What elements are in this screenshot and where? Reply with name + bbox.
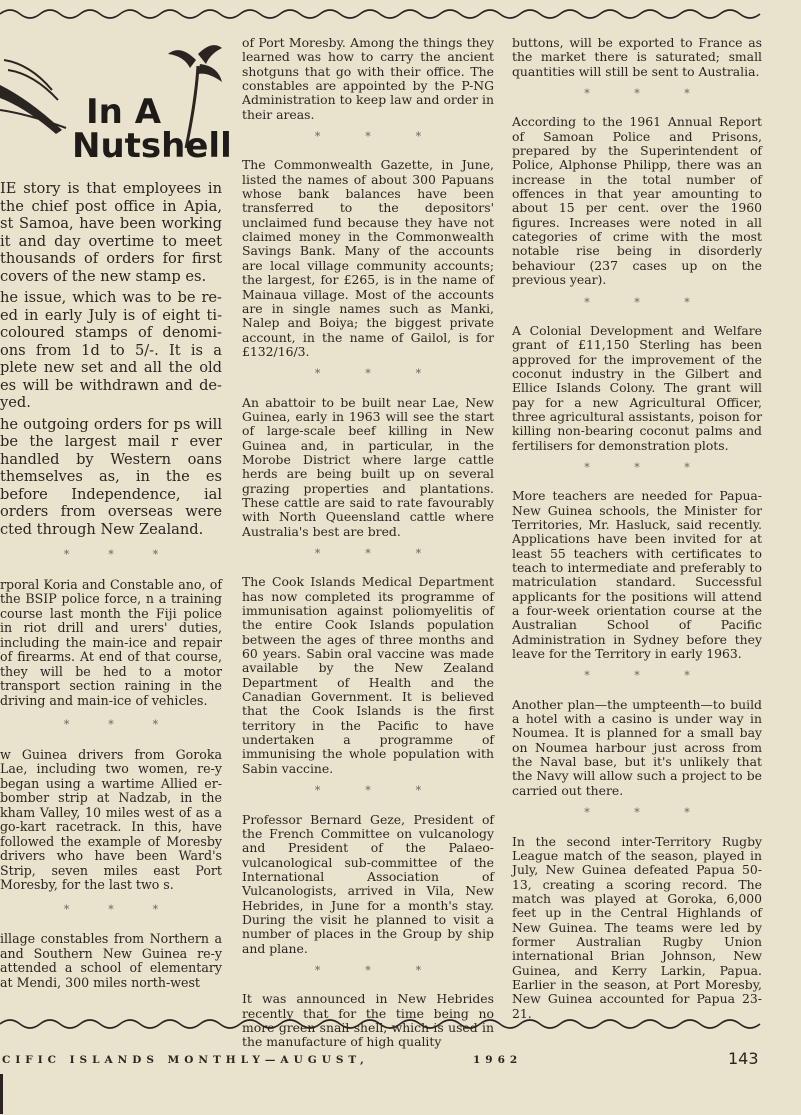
top-wave-border: [0, 4, 801, 20]
paragraph: In the second inter-Territory Rugby League match of the season, played in July, New Guinea defeated Papua 50-13, creating a scoring record. The match was played at Goroka, 6,000 feet up in the Central Highlands of New Guinea. The teams were led by former Australian Rugby Union international Brian Johnson, New Guinea, and Kerry Larkin, Papua. Earlier in the season, at Port Moresby, New Guinea accounted for Papua 23-21.: [512, 833, 762, 1021]
paragraph: More teachers are needed for Papua-New Guinea schools, the Minister for Territories, Mr. Hasluck, said recently. Applications have been invited for at least 55 teachers with certificates to teach to intermediate and preferably to matriculation standard. Successful applicants for the positions will attend a four-week orientation course at the Australian School of Pacific Administration in Sydney before they leave for the Territory in early 1963.: [512, 488, 762, 662]
separator: * * *: [314, 130, 422, 144]
paragraph: Another plan—the umpteenth—to build a hotel with a casino is under way in Noumea. It is planned for a small bay on Noumea harbour just across from the Naval base, but it's unlikely that the Navy will allow such a project to be carried out there.: [512, 696, 762, 798]
paragraph: The Commonwealth Gazette, in June, listed the names of about 300 Papuans whose bank balances have been transferred to the depositors' unclaimed fund because they have not claimed money in the Commonwealth Savings Bank. Many of the accounts are local village community accounts; the largest, for £265, is in the name of Mainaua village. Most of the accounts are in single names such as Manki, Nalep and Boiya; the biggest private account, in the name of Gailol, is for £132/16/3.: [242, 157, 494, 359]
separator: * * *: [584, 669, 690, 683]
paragraph: Professor Bernard Geze, President of the French Committee on vulcanology and President of the Palaeo-vulcanological sub-committee of the International Association of Vulcanologists, arrived in Vila, New Hebrides, in June for a month's stay. During the visit he planned to visit a number of places in the Group by ship and plane.: [242, 811, 494, 956]
paragraph: According to the 1961 Annual Report of Samoan Police and Prisons, prepared by the Superintendent of Police, Alphonse Philipp, there was an increase in the total number of offences in that year amounting to about 15 per cent. over the 1960 figures. Increases were noted in all categories of crime with the most notable rise being in disorderly behaviour (237 cases up on the previous year).: [512, 114, 762, 288]
page-footer: [0, 1049, 801, 1072]
separator: * * *: [584, 87, 690, 101]
heading-line-2: Nutshell: [72, 126, 232, 166]
bottom-wave-border: [0, 1016, 801, 1032]
separator: * * *: [314, 963, 422, 977]
column-2: [242, 36, 494, 1056]
separator: * * *: [63, 902, 159, 916]
paragraph: he issue, which was to be re-ed in early July is of eight ti-coloured stamps of denomi-ons from 1d to 5/-. It is a plete new set and all the old es will be withdrawn and de-yed.: [0, 289, 222, 411]
separator: * * *: [314, 547, 422, 560]
paragraph: The Cook Islands Medical Department has now completed its programme of immunisation against poliomyelitis of the entire Cook Islands population between the ages of three months and 60 years. Sabin oral vaccine was made available by the New Zealand Department of Health and the Canadian Government. It is believed that the Cook Islands is the first territory in the Pacific to have undertaken a programme of immunising the whole population with Sabin vaccine.: [242, 574, 494, 776]
paragraph: An abattoir to be built near Lae, New Guinea, early in 1963 will see the start of large-scale beef killing in New Guinea and, in particular, in the Morobe District where large cattle herds are being built up on several grazing properties and plantations. These cattle are said to rate favourably with North Queensland cattle where Australia's best are bred.: [242, 394, 494, 539]
separator: * * *: [584, 295, 690, 309]
separator: * * *: [314, 367, 422, 381]
column-1: [0, 180, 222, 994]
separator: * * *: [314, 784, 422, 798]
paragraph: he outgoing orders for ps will be the largest mail r ever handled by Western oans themselves as, in the es before Independence, ial orders from overseas were cted through New Zealand.: [0, 415, 222, 538]
paragraph: rporal Koria and Constable ano, of the BSIP police force, n a training course last month the Fiji police in riot drill and urers' duties, including the main-ice and repair of firearms. At end of that course, they will be hed to a motor transport section raining in the driving and main-ice of vehicles.: [0, 576, 222, 708]
separator: * * *: [63, 548, 159, 561]
heading-line-1: In A: [86, 92, 162, 132]
issue-year: 1962: [473, 1054, 523, 1066]
paragraph: illage constables from Northern a and Southern New Guinea re-y attended a school of elementary at Mendi, 300 miles north-west: [0, 931, 222, 990]
separator: * * *: [584, 806, 690, 820]
separator: * * *: [584, 460, 690, 474]
paragraph: of Port Moresby. Among the things they learned was how to carry the ancient shotguns that go with their office. The constables are appointed by the P-NG Administration to keep law and order in their areas.: [242, 35, 494, 122]
paragraph: A Colonial Development and Welfare grant of £11,150 Sterling has been approved for the improvement of the coconut industry in the Gilbert and Ellice Islands Colony. The grant will pay for a new Agricultural Officer, three agricultural assistants, poison for killing non-bearing coconut palms and fertilisers for demonstration plots.: [512, 322, 762, 453]
magazine-name: CIFIC ISLANDS MONTHLY—AUGUST,: [2, 1054, 369, 1066]
paragraph: It was announced in New Hebrides recently that for the time being no more green snail shell, which is used in the manufacture of high quality: [242, 991, 494, 1050]
paragraph: buttons, will be exported to France as the market there is saturated; small quantities will still be sent to Australia.: [512, 35, 762, 79]
section-heading: [0, 60, 232, 180]
separator: * * *: [63, 718, 159, 731]
paragraph: w Guinea drivers from Goroka Lae, including two women, re-y began using a wartime Allied er-bomber strip at Nadzab, in the kham Valley, 10 miles west of as a go-kart racetrack. In this, have followed the example of Moresby drivers who have been Ward's Strip, seven miles east Port Moresby, for the last two s.: [0, 746, 222, 892]
paragraph: IE story is that employees in the chief post office in Apia, st Samoa, have been working it and day overtime to meet thousands of orders for first covers of the new stamp es.: [0, 180, 222, 285]
page-edge-mark: [0, 1074, 3, 1114]
column-3: [512, 36, 762, 1027]
page-number: 143: [728, 1049, 759, 1068]
